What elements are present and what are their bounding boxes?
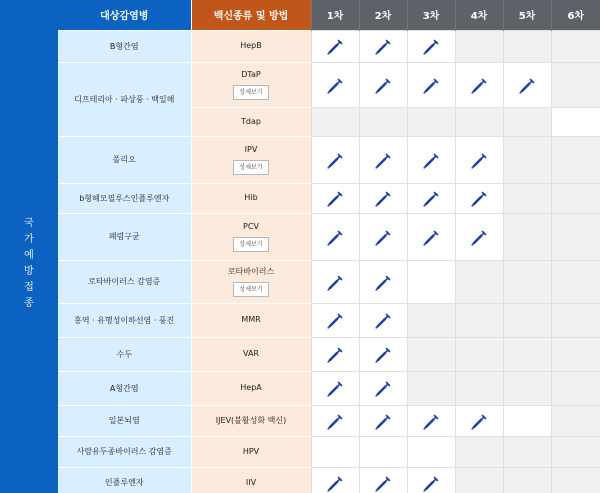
dose-cell-5 bbox=[503, 436, 551, 467]
vaccine-cell bbox=[191, 436, 311, 467]
dose-cell-2 bbox=[359, 436, 407, 467]
table-row bbox=[0, 337, 600, 371]
disease-cell: 폐렴구균 bbox=[58, 213, 191, 260]
header-disease: 대상감염병 bbox=[58, 0, 191, 30]
dose-cell-4 bbox=[455, 467, 503, 493]
syringe-icon bbox=[327, 191, 343, 207]
syringe-icon bbox=[327, 39, 343, 55]
dose-cell-2 bbox=[359, 183, 407, 213]
dose-cell-4 bbox=[455, 30, 503, 62]
vaccine-cell bbox=[191, 107, 311, 136]
dose-cell-3 bbox=[407, 30, 455, 62]
dose-cell-2 bbox=[359, 107, 407, 136]
vaccine-cell bbox=[191, 303, 311, 337]
dose-cell-3 bbox=[407, 213, 455, 260]
dose-cell-5 bbox=[503, 337, 551, 371]
vaccine-name: IJEV(불활성화 백신) bbox=[215, 415, 287, 425]
dose-cell-5 bbox=[503, 405, 551, 436]
vaccine-name: MMR bbox=[241, 315, 261, 324]
dose-cell-6 bbox=[551, 30, 600, 62]
syringe-icon bbox=[375, 347, 391, 363]
dose-cell-1 bbox=[311, 107, 359, 136]
dose-cell-3 bbox=[407, 436, 455, 467]
detail-button[interactable]: 상세보기 bbox=[233, 237, 268, 252]
dose-cell-5 bbox=[503, 213, 551, 260]
detail-button[interactable]: 상세보기 bbox=[233, 85, 268, 100]
dose-cell-3 bbox=[407, 303, 455, 337]
dose-cell-4 bbox=[455, 405, 503, 436]
syringe-icon bbox=[471, 230, 487, 246]
dose-cell-4 bbox=[455, 260, 503, 303]
dose-cell-4 bbox=[455, 107, 503, 136]
header-dose-5: 5차 bbox=[503, 0, 551, 30]
dose-cell-3 bbox=[407, 183, 455, 213]
header-dose-2: 2차 bbox=[359, 0, 407, 30]
syringe-icon bbox=[423, 230, 439, 246]
dose-cell-1 bbox=[311, 467, 359, 493]
syringe-icon bbox=[519, 78, 535, 94]
syringe-icon bbox=[423, 39, 439, 55]
dose-cell-1 bbox=[311, 136, 359, 183]
vaccine-cell bbox=[191, 405, 311, 436]
dose-cell-5 bbox=[503, 183, 551, 213]
disease-cell: 홍역 · 유행성이하선염 · 풍진 bbox=[58, 303, 191, 337]
dose-cell-4 bbox=[455, 136, 503, 183]
dose-cell-3 bbox=[407, 62, 455, 107]
table-row bbox=[0, 136, 600, 183]
vaccine-cell bbox=[191, 467, 311, 493]
dose-cell-5 bbox=[503, 107, 551, 136]
dose-cell-6 bbox=[551, 107, 600, 136]
dose-cell-2 bbox=[359, 213, 407, 260]
dose-cell-6 bbox=[551, 260, 600, 303]
syringe-icon bbox=[471, 191, 487, 207]
dose-cell-2 bbox=[359, 62, 407, 107]
dose-cell-2 bbox=[359, 260, 407, 303]
vaccine-name: 로타바이러스 bbox=[227, 267, 275, 276]
syringe-icon bbox=[375, 78, 391, 94]
category-national-vaccination bbox=[0, 30, 58, 493]
syringe-icon bbox=[375, 275, 391, 291]
dose-cell-1 bbox=[311, 30, 359, 62]
dose-cell-3 bbox=[407, 260, 455, 303]
dose-cell-1 bbox=[311, 183, 359, 213]
header-dose-3: 3차 bbox=[407, 0, 455, 30]
syringe-icon bbox=[327, 313, 343, 329]
table-row bbox=[0, 405, 600, 436]
detail-button[interactable]: 상세보기 bbox=[233, 282, 268, 297]
detail-button[interactable]: 상세보기 bbox=[233, 160, 268, 175]
syringe-icon bbox=[423, 78, 439, 94]
syringe-icon bbox=[327, 414, 343, 430]
syringe-icon bbox=[327, 347, 343, 363]
dose-cell-3 bbox=[407, 405, 455, 436]
dose-cell-2 bbox=[359, 30, 407, 62]
vaccine-name: HPV bbox=[242, 446, 260, 456]
dose-cell-4 bbox=[455, 371, 503, 405]
disease-cell: b형헤모필루스인플루엔자 bbox=[58, 183, 191, 213]
dose-cell-2 bbox=[359, 303, 407, 337]
dose-cell-1 bbox=[311, 405, 359, 436]
dose-cell-5 bbox=[503, 260, 551, 303]
dose-cell-2 bbox=[359, 405, 407, 436]
vaccine-name: VAR bbox=[243, 349, 259, 358]
dose-cell-6 bbox=[551, 405, 600, 436]
header-category bbox=[0, 0, 58, 30]
header-dose-1: 1차 bbox=[311, 0, 359, 30]
vaccine-name: IPV bbox=[244, 145, 258, 154]
dose-cell-1 bbox=[311, 260, 359, 303]
dose-cell-5 bbox=[503, 371, 551, 405]
dose-cell-1 bbox=[311, 303, 359, 337]
table-header-row bbox=[0, 0, 600, 30]
disease-cell: 일본뇌염 bbox=[58, 405, 191, 436]
vaccine-cell bbox=[191, 183, 311, 213]
syringe-icon bbox=[375, 414, 391, 430]
syringe-icon bbox=[423, 153, 439, 169]
dose-cell-5 bbox=[503, 30, 551, 62]
syringe-icon bbox=[471, 153, 487, 169]
table-row bbox=[0, 183, 600, 213]
table-body bbox=[0, 30, 600, 493]
syringe-icon bbox=[375, 476, 391, 492]
dose-cell-6 bbox=[551, 467, 600, 493]
disease-cell: 로타바이러스 감염증 bbox=[58, 260, 191, 303]
dose-cell-5 bbox=[503, 467, 551, 493]
vaccine-cell bbox=[191, 371, 311, 405]
category-char: 예 bbox=[24, 250, 34, 262]
syringe-icon bbox=[375, 191, 391, 207]
dose-cell-6 bbox=[551, 371, 600, 405]
dose-cell-6 bbox=[551, 337, 600, 371]
vaccine-cell bbox=[191, 337, 311, 371]
vaccine-cell bbox=[191, 260, 311, 303]
vaccine-name: IIV bbox=[245, 477, 257, 487]
dose-cell-3 bbox=[407, 371, 455, 405]
syringe-icon bbox=[327, 230, 343, 246]
dose-cell-3 bbox=[407, 136, 455, 183]
syringe-icon bbox=[375, 381, 391, 397]
category-char: 종 bbox=[24, 298, 34, 310]
dose-cell-3 bbox=[407, 107, 455, 136]
syringe-icon bbox=[423, 191, 439, 207]
dose-cell-6 bbox=[551, 136, 600, 183]
dose-cell-6 bbox=[551, 303, 600, 337]
syringe-icon bbox=[423, 414, 439, 430]
vaccine-name: Tdap bbox=[241, 116, 261, 126]
vaccine-cell bbox=[191, 213, 311, 260]
table-row bbox=[0, 30, 600, 62]
dose-cell-1 bbox=[311, 371, 359, 405]
dose-cell-4 bbox=[455, 303, 503, 337]
dose-cell-2 bbox=[359, 467, 407, 493]
dose-cell-1 bbox=[311, 62, 359, 107]
category-char: 국 bbox=[24, 218, 34, 230]
table-row bbox=[0, 62, 600, 107]
table-row bbox=[0, 303, 600, 337]
vaccine-name: HepA bbox=[240, 383, 262, 392]
syringe-icon bbox=[327, 153, 343, 169]
dose-cell-4 bbox=[455, 62, 503, 107]
table-row bbox=[0, 213, 600, 260]
table-row bbox=[0, 436, 600, 467]
disease-cell: 수두 bbox=[58, 337, 191, 371]
syringe-icon bbox=[327, 78, 343, 94]
syringe-icon bbox=[471, 414, 487, 430]
disease-cell: 사람유두종바이러스 감염증 bbox=[58, 436, 191, 467]
dose-cell-5 bbox=[503, 62, 551, 107]
dose-cell-1 bbox=[311, 436, 359, 467]
vaccine-cell bbox=[191, 30, 311, 62]
disease-cell: 디프테리아 · 파상풍 · 백일해 bbox=[58, 62, 191, 136]
dose-cell-4 bbox=[455, 436, 503, 467]
dose-cell-4 bbox=[455, 337, 503, 371]
disease-cell: A형간염 bbox=[58, 371, 191, 405]
syringe-icon bbox=[375, 39, 391, 55]
category-char: 접 bbox=[24, 282, 34, 294]
header-dose-4: 4차 bbox=[455, 0, 503, 30]
syringe-icon bbox=[471, 78, 487, 94]
syringe-icon bbox=[327, 476, 343, 492]
syringe-icon bbox=[327, 381, 343, 397]
table-row bbox=[0, 371, 600, 405]
vaccine-cell bbox=[191, 136, 311, 183]
dose-cell-2 bbox=[359, 371, 407, 405]
dose-cell-2 bbox=[359, 136, 407, 183]
disease-cell: 인플루엔자 bbox=[58, 467, 191, 493]
header-vaccine: 백신종류 및 방법 bbox=[191, 0, 311, 30]
syringe-icon bbox=[423, 476, 439, 492]
table-row bbox=[0, 260, 600, 303]
dose-cell-6 bbox=[551, 183, 600, 213]
vaccine-name: Hib bbox=[244, 193, 258, 202]
syringe-icon bbox=[375, 153, 391, 169]
dose-cell-1 bbox=[311, 337, 359, 371]
category-char: 방 bbox=[24, 266, 34, 278]
dose-cell-3 bbox=[407, 337, 455, 371]
category-char: 가 bbox=[24, 234, 34, 246]
syringe-icon bbox=[375, 230, 391, 246]
dose-cell-4 bbox=[455, 183, 503, 213]
vaccine-cell bbox=[191, 62, 311, 107]
syringe-icon bbox=[327, 275, 343, 291]
vaccine-name: DTaP bbox=[241, 70, 261, 79]
dose-cell-6 bbox=[551, 213, 600, 260]
vaccine-name: PCV bbox=[243, 222, 259, 231]
vaccine-name: HepB bbox=[240, 41, 262, 50]
dose-cell-2 bbox=[359, 337, 407, 371]
dose-cell-5 bbox=[503, 303, 551, 337]
dose-cell-6 bbox=[551, 436, 600, 467]
disease-cell: B형간염 bbox=[58, 30, 191, 62]
disease-cell: 폴리오 bbox=[58, 136, 191, 183]
dose-cell-3 bbox=[407, 467, 455, 493]
dose-cell-4 bbox=[455, 213, 503, 260]
dose-cell-5 bbox=[503, 136, 551, 183]
table-row bbox=[0, 467, 600, 493]
header-dose-6: 6차 bbox=[551, 0, 600, 30]
dose-cell-6 bbox=[551, 62, 600, 107]
syringe-icon bbox=[375, 313, 391, 329]
dose-cell-1 bbox=[311, 213, 359, 260]
